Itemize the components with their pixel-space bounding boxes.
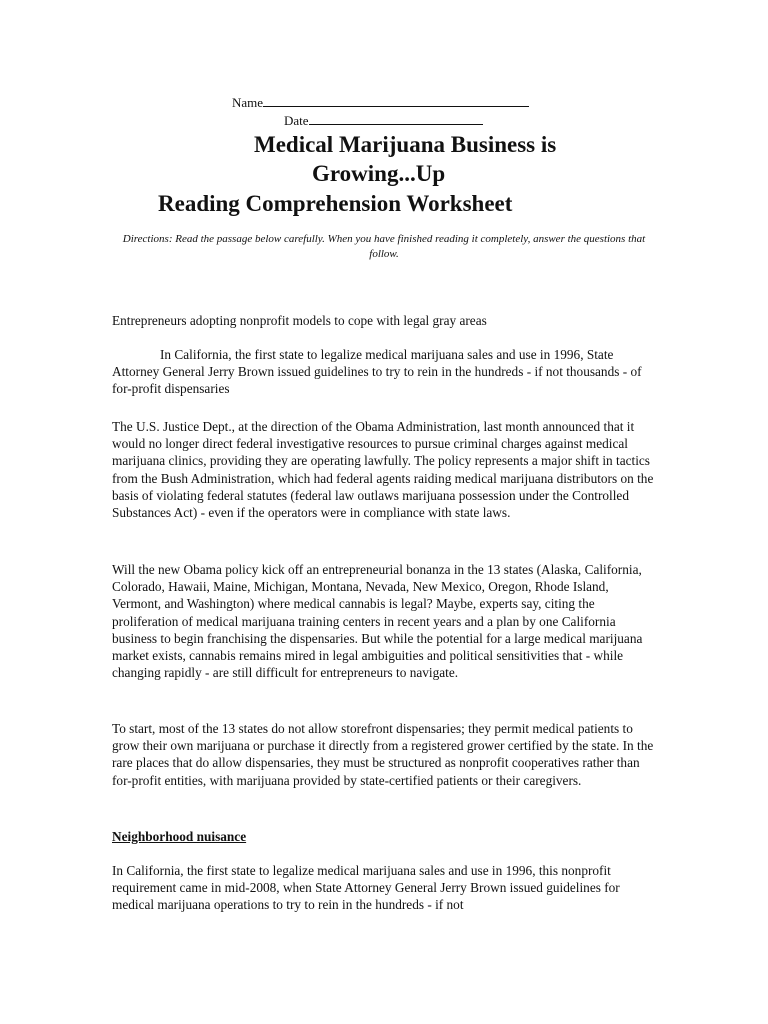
paragraph-3 (112, 561, 660, 681)
paragraph-5 (112, 862, 660, 914)
title-line-2: Growing...Up (312, 161, 446, 186)
title-line-1: Medical Marijuana Business is (254, 132, 557, 157)
paragraph-1 (112, 346, 660, 398)
paragraph-2-text: The U.S. Justice Dept., at the direction of the Obama Administration, last month announced that it would no longer direct federal investigative resources to pursue criminal charges against medical marijuana clinics, providing they are operating lawfully. The policy represents a major shift in tactics from the Bush Administration, which had federal agents raiding medical marijuana distributors on the basis of violating federal statutes (federal law outlaws marijuana possession under the Controlled Substances Act) - even if the operators were in compliance with state laws. (112, 419, 654, 521)
date-label: Date (284, 113, 309, 128)
title-line-3: Reading Comprehension Worksheet (158, 191, 513, 216)
name-label: Name (232, 95, 264, 110)
paragraph-2 (112, 418, 660, 521)
date-blank-line (309, 112, 483, 125)
date-field (284, 112, 483, 129)
paragraph-1-text: In California, the first state to legalize medical marijuana sales and use in 1996, State Attorney General Jerry Brown issued guidelines to try to rein in the hundreds - if not thousands - of for-profit dispensaries (112, 347, 642, 397)
name-field (232, 94, 529, 111)
paragraph-4 (112, 720, 660, 789)
article-subtitle: Entrepreneurs adopting nonprofit models to cope with legal gray areas (112, 313, 487, 328)
paragraph-4-text: To start, most of the 13 states do not allow storefront dispensaries; they permit medical patients to grow their own marijuana or purchase it directly from a registered grower certified by the state. In the rare places that do allow dispensaries, they must be structured as nonprofit cooperatives rather than for-profit entities, with marijuana provided by state-certified patients or their caregivers. (112, 721, 654, 788)
name-blank-line (263, 94, 529, 107)
section-heading-neighborhood-nuisance: Neighborhood nuisance (112, 829, 247, 844)
paragraph-3-text: Will the new Obama policy kick off an entrepreneurial bonanza in the 13 states (Alaska, California, Colorado, Hawaii, Maine, Michigan, Montana, Nevada, New Mexico, Oregon, Rhode Island, Vermont, and Washington) where medical cannabis is legal? Maybe, experts say, citing the proliferation of medical marijuana training centers in recent years and a plan by one California business to begin franchising the dispensaries. But while the potential for a large medical marijuana market exists, cannabis remains mired in legal ambiguities and political sensitivities that - while changing rapidly - are still difficult for entrepreneurs to navigate. (112, 562, 643, 681)
paragraph-5-text: In California, the first state to legalize medical marijuana sales and use in 1996, this nonprofit requirement came in mid-2008, when State Attorney General Jerry Brown issued guidelines for medical marijuana operations to try to rein in the hundreds - if not (112, 863, 620, 913)
directions-text: Directions: Read the passage below carefully. When you have finished reading it completely, answer the questions that follow. (122, 233, 646, 260)
